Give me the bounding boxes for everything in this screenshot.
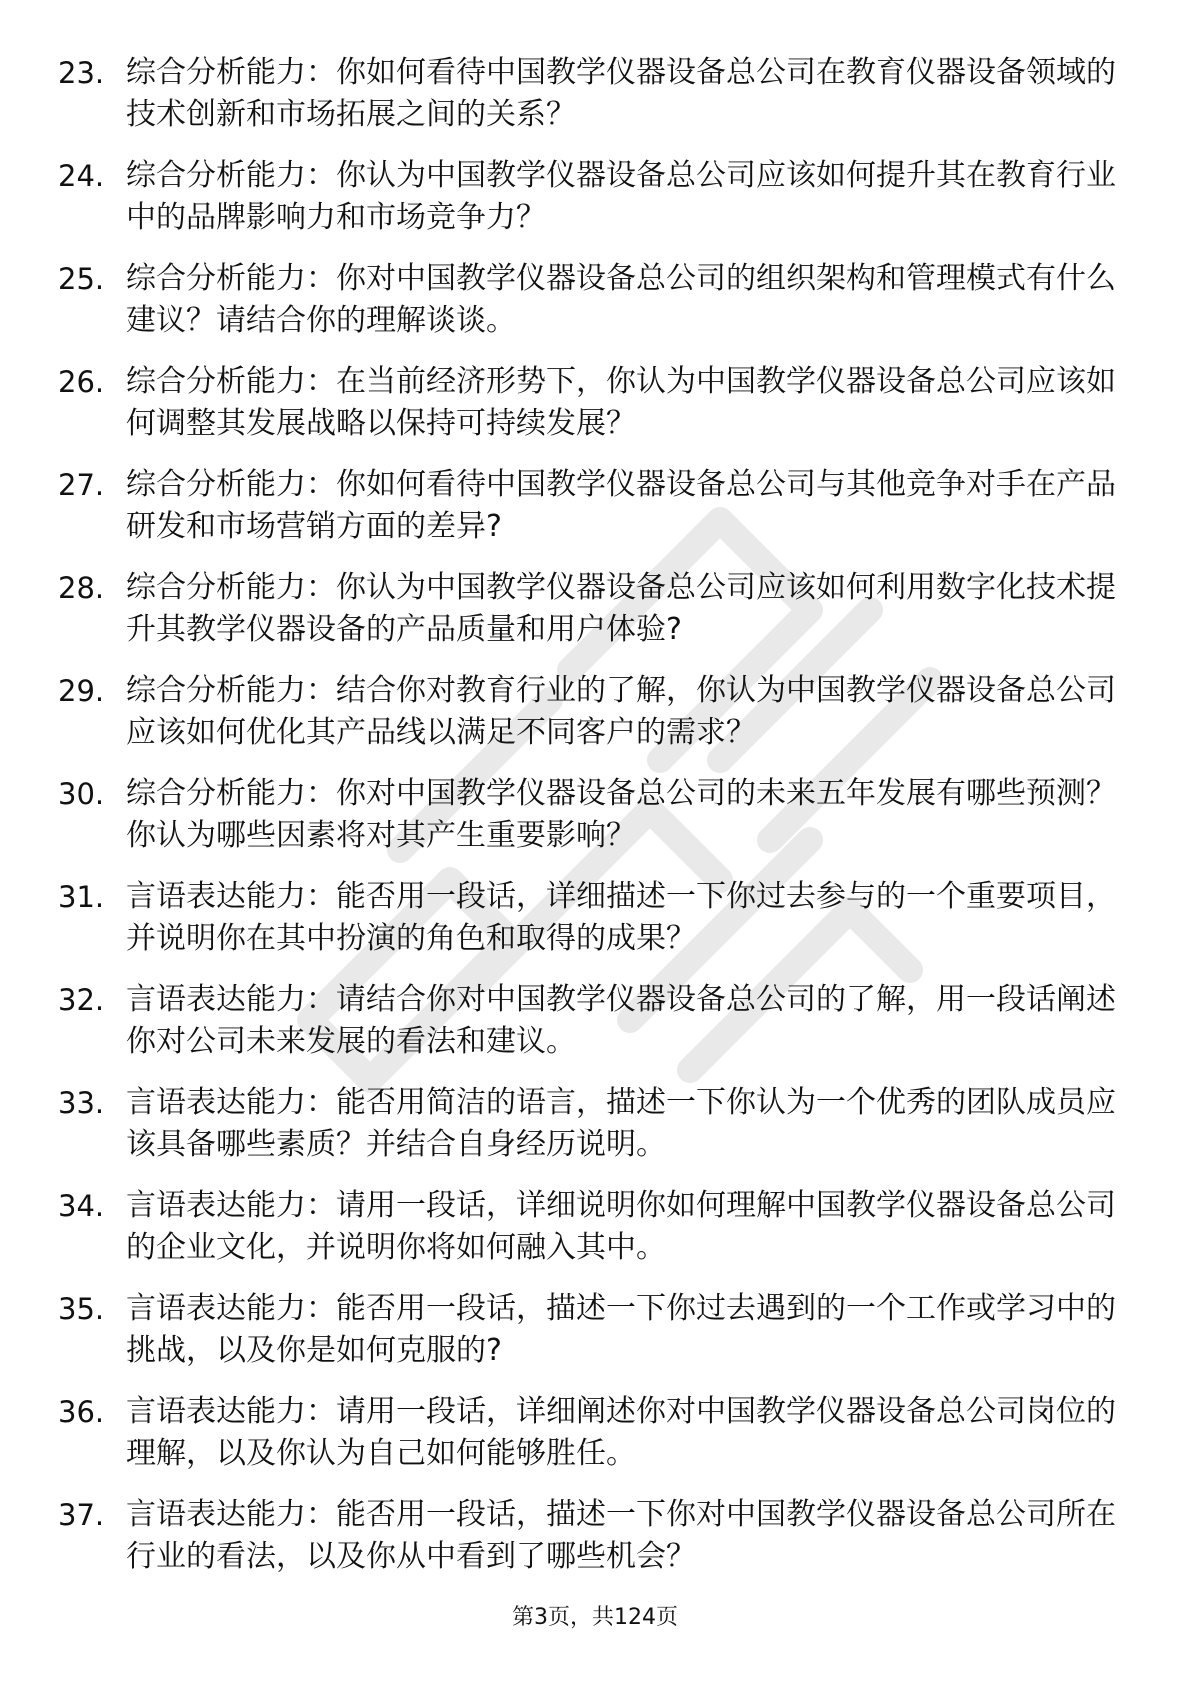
question-list bbox=[58, 52, 1118, 1597]
question-item bbox=[58, 1288, 1118, 1372]
question-text: 言语表达能力：能否用一段话，描述一下你过去遇到的一个工作或学习中的挑战，以及你是如何克服的? bbox=[126, 1291, 1116, 1368]
question-item bbox=[58, 1082, 1118, 1166]
question-item bbox=[58, 52, 1118, 136]
question-number: 30. bbox=[58, 777, 105, 811]
question-item bbox=[58, 464, 1118, 548]
question-text: 综合分析能力：你对中国教学仪器设备总公司的未来五年发展有哪些预测？你认为哪些因素将对其产生重要影响？ bbox=[126, 776, 1116, 853]
question-item bbox=[58, 258, 1118, 342]
question-item bbox=[58, 155, 1118, 239]
question-number: 31. bbox=[58, 880, 105, 914]
question-number: 26. bbox=[58, 365, 105, 399]
question-text: 言语表达能力：能否用一段话，描述一下你对中国教学仪器设备总公司所在行业的看法，以及你从中看到了哪些机会？ bbox=[126, 1497, 1116, 1574]
question-text: 言语表达能力：能否用一段话，详细描述一下你过去参与的一个重要项目，并说明你在其中扮演的角色和取得的成果？ bbox=[126, 879, 1116, 956]
page-footer bbox=[0, 1600, 1190, 1631]
question-number: 29. bbox=[58, 674, 105, 708]
question-number: 33. bbox=[58, 1086, 105, 1120]
question-text: 言语表达能力：请用一段话，详细说明你如何理解中国教学仪器设备总公司的企业文化，并说明你将如何融入其中。 bbox=[126, 1188, 1116, 1265]
question-item bbox=[58, 567, 1118, 651]
question-text: 综合分析能力：在当前经济形势下，你认为中国教学仪器设备总公司应该如何调整其发展战略以保持可持续发展？ bbox=[126, 364, 1116, 441]
question-item bbox=[58, 876, 1118, 960]
question-number: 23. bbox=[58, 56, 105, 90]
question-text: 综合分析能力：你对中国教学仪器设备总公司的组织架构和管理模式有什么建议？请结合你的理解谈谈。 bbox=[126, 261, 1116, 338]
question-item bbox=[58, 1185, 1118, 1269]
page-number-label: 第3页，共124页 bbox=[512, 1605, 678, 1630]
question-item bbox=[58, 773, 1118, 857]
question-item bbox=[58, 1494, 1118, 1578]
question-number: 34. bbox=[58, 1189, 105, 1223]
question-number: 32. bbox=[58, 983, 105, 1017]
question-number: 24. bbox=[58, 159, 105, 193]
question-text: 综合分析能力：你如何看待中国教学仪器设备总公司与其他竞争对手在产品研发和市场营销方面的差异? bbox=[126, 467, 1116, 544]
question-text: 综合分析能力：你认为中国教学仪器设备总公司应该如何利用数字化技术提升其教学仪器设备的产品质量和用户体验? bbox=[126, 570, 1116, 647]
question-item bbox=[58, 979, 1118, 1063]
question-text: 综合分析能力：你认为中国教学仪器设备总公司应该如何提升其在教育行业中的品牌影响力和市场竞争力？ bbox=[126, 158, 1116, 235]
question-number: 25. bbox=[58, 262, 105, 296]
question-number: 35. bbox=[58, 1292, 105, 1326]
question-number: 37. bbox=[58, 1498, 105, 1532]
question-text: 综合分析能力：结合你对教育行业的了解，你认为中国教学仪器设备总公司应该如何优化其产品线以满足不同客户的需求？ bbox=[126, 673, 1116, 750]
question-text: 言语表达能力：能否用简洁的语言，描述一下你认为一个优秀的团队成员应该具备哪些素质？并结合自身经历说明。 bbox=[126, 1085, 1116, 1162]
question-item bbox=[58, 670, 1118, 754]
question-number: 28. bbox=[58, 571, 105, 605]
question-item bbox=[58, 1391, 1118, 1475]
question-number: 27. bbox=[58, 468, 105, 502]
question-text: 言语表达能力：请结合你对中国教学仪器设备总公司的了解，用一段话阐述你对公司未来发展的看法和建议。 bbox=[126, 982, 1116, 1059]
question-text: 综合分析能力：你如何看待中国教学仪器设备总公司在教育仪器设备领域的技术创新和市场拓展之间的关系？ bbox=[126, 55, 1116, 132]
question-number: 36. bbox=[58, 1395, 105, 1429]
question-item bbox=[58, 361, 1118, 445]
question-text: 言语表达能力：请用一段话，详细阐述你对中国教学仪器设备总公司岗位的理解，以及你认为自己如何能够胜任。 bbox=[126, 1394, 1116, 1471]
